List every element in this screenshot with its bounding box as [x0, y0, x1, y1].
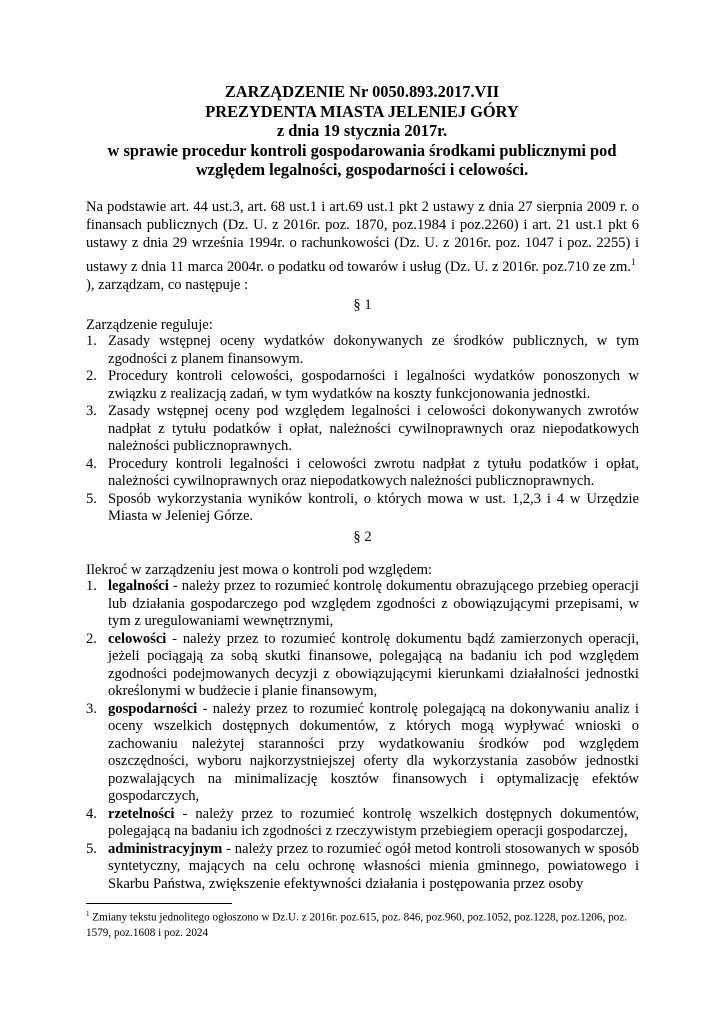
list-item — [86, 701, 639, 806]
list-item — [86, 333, 639, 368]
title-line-4: w sprawie procedur kontroli gospodarowania środkami publicznymi pod — [107, 140, 617, 160]
footnote-separator — [86, 903, 232, 904]
list-item-text: Procedury kontroli celowości, gospodarności i legalności wydatków ponoszonych w związku z realizacją zadań, w tym wydatków na koszty funkcjonowania jednostki. — [108, 368, 639, 402]
list-item-number: 2. — [86, 630, 97, 647]
list-item — [86, 403, 639, 456]
term-definition: - należy przez to rozumieć kontrolę polegającą na dokonywaniu analiz i oceny wszelkich dostępnych dokumentów, z których mogą wypływać wnioski o zachowaniu należytej staranności przy wydatkowaniu środków pod względem oszczędności, wyboru najkorzystniejszej oferty dla wykorzystania zasobów jednostki pozwalających na minimalizację kosztów finansowych i optymalizację efektów gospodarczych, — [108, 700, 639, 804]
term-definition: - należy przez to rozumieć kontrolę dokumentu obrazującego przebieg operacji lub działania gospodarczego pod względem zgodności z obowiązującymi przepisami, w tym z uregulowaniami wewnętrznymi, — [108, 578, 639, 629]
term-label: gospodarności — [108, 700, 198, 717]
list-item — [86, 806, 639, 841]
list-item — [86, 368, 639, 403]
list-item-number: 1. — [86, 578, 97, 594]
term-label: administracyjnym — [108, 840, 223, 857]
term-label: rzetelności — [108, 805, 175, 822]
section-2-lead: Ilekroć w zarządzeniu jest mowa o kontroli pod względem: — [86, 562, 433, 578]
list-item-number: 3. — [86, 403, 97, 419]
title-line-3: z dnia 19 stycznia 2017r. — [276, 121, 448, 140]
term-label: celowości — [108, 630, 167, 647]
list-item-text: Zasady wstępnej oceny wydatków dokonywanych ze środków publicznych, w tym zgodności z planem finansowym. — [108, 333, 639, 367]
list-item-number: 5. — [86, 840, 97, 857]
footnote — [86, 907, 646, 942]
document-title — [60, 82, 664, 180]
list-item — [86, 491, 639, 526]
list-item — [86, 841, 639, 894]
section-1-lead: Zarządzenie reguluje: — [86, 317, 213, 333]
list-item-text: Procedury kontroli legalności i celowości zwrotu nadpłat z tytułu podatków i opłat, należności cywilnoprawnych oraz niepodatkowych należności publicznoprawnych. — [108, 455, 639, 489]
title-line-1: ZARZĄDZENIE Nr 0050.893.2017.VII — [224, 82, 500, 101]
term-label: legalności — [108, 578, 169, 594]
term-definition: - należy przez to rozumieć kontrolę dokumentu bądź zamierzonych operacji, jeżeli pociągają za sobą skutki finansowe, polegającą na badaniu ich pod względem zgodności podejmowanych decyzji z obowiązującymi kierunkami działalności jednostki określonymi w budżecie i planie finansowym, — [108, 630, 639, 699]
list-item-text: Sposób wykorzystania wyników kontroli, o których mowa w ust. 1,2,3 i 4 w Urzędzie Miasta w Jeleniej Górze. — [108, 490, 639, 524]
term-definition: - należy przez to rozumieć ogół metod kontroli stosowanych w sposób syntetyczny, mających na celu ochronę własności mienia gminnego, powiatowego i Skarbu Państwa, zwiększenie efektywności działania i postępowania przez osoby — [108, 840, 639, 892]
list-item-text: Zasady wstępnej oceny pod względem legalności i celowości dokonywanych zwrotów nadpłat z tytułu podatków i opłat, należności cywilnoprawnych oraz niepodatkowych należności publicznoprawnych. — [108, 403, 639, 454]
legal-basis-tail: ), zarządzam, co następuje : — [86, 276, 249, 293]
section-1-list — [86, 333, 639, 526]
list-item-number: 3. — [86, 700, 97, 717]
title-line-2: PREZYDENTA MIASTA JELENIEJ GÓRY — [205, 101, 519, 121]
section-2-list — [86, 578, 639, 893]
list-item-number: 4. — [86, 455, 97, 472]
list-item-number: 1. — [86, 333, 97, 349]
list-item-number: 5. — [86, 490, 97, 507]
list-item — [86, 578, 639, 631]
section-2-mark: § 2 — [353, 529, 372, 545]
list-item-number: 2. — [86, 368, 97, 384]
footnote-number: 1 — [86, 910, 90, 918]
footnote-reference[interactable]: 1 — [630, 256, 636, 267]
list-item — [86, 456, 639, 491]
legal-basis-text: Na podstawie art. 44 ust.3, art. 68 ust.1 i art.69 ust.1 pkt 2 ustawy z dnia 27 sierpnia 2009 r. o finansach publicznych (Dz. U. z 2016r. poz. 1870, poz.1984 i poz.2260) i art. 21 ust.1 pkt 6 ustawy z dnia 29 września 1994r. o rachunkowości (Dz. U. z 2016r. poz. 1047 i poz. 2255) i ustawy z dnia 11 marca 2004r. o podatku od towarów i usług (Dz. U. z 2016r. poz.710 ze zm. — [86, 199, 639, 275]
term-definition: - należy przez to rozumieć kontrolę wszelkich dostępnych dokumentów, polegającą na badaniu ich zgodności z rzeczywistym przebiegiem operacji gospodarczej, — [108, 805, 639, 839]
footnote-text: Zmiany tekstu jednolitego ogłoszono w Dz.U. z 2016r. poz.615, poz. 846, poz.960, poz.1052, poz.1228, poz.1206, poz. 1579, poz.1608 i poz. 2024 — [86, 911, 628, 940]
legal-basis-paragraph — [86, 198, 639, 294]
section-1-mark: § 1 — [353, 297, 372, 313]
list-item-number: 4. — [86, 805, 97, 822]
title-line-5: względem legalności, gospodarności i celowości. — [195, 160, 529, 179]
list-item — [86, 631, 639, 701]
